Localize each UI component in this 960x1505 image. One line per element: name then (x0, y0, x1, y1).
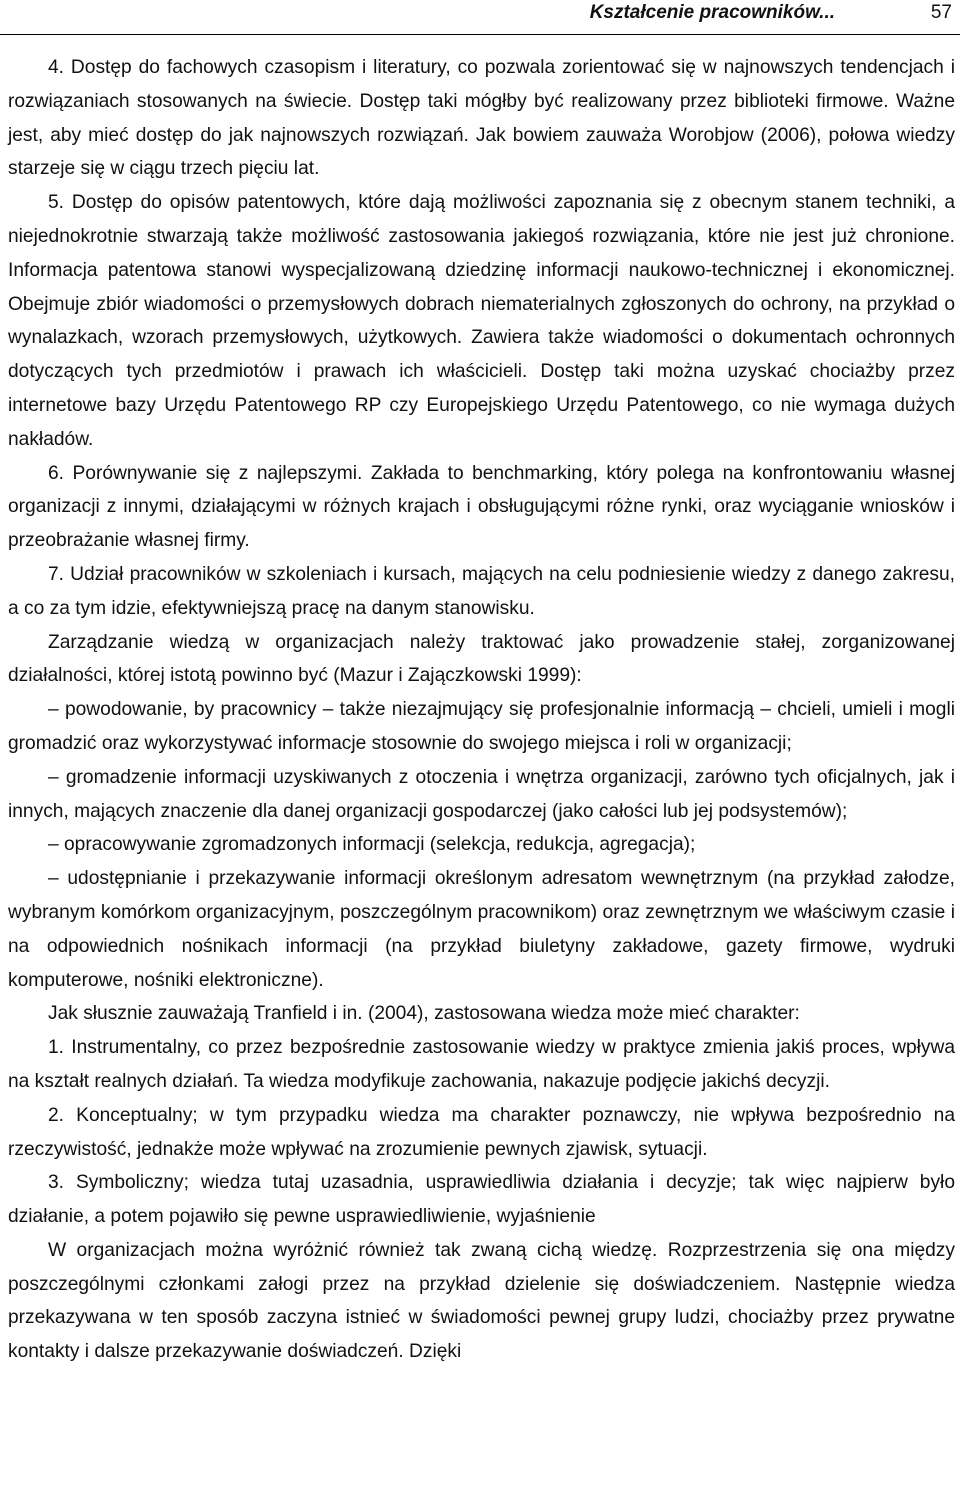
list-item-access-literature: 4. Dostęp do fachowych czasopism i literatury, co pozwala zorientować się w najnowszych tendencjach i rozwiązaniach stosowanych na świecie. Dostęp taki mógłby być realizowany przez biblioteki firmowe. Ważne jest, aby mieć dostęp do jak najnowszych rozwiązań. Jak bowiem zauważa Worobjow (2006), połowa wiedzy starzeje się w ciągu trzech pięciu lat. (8, 57, 955, 180)
dash-item-motivating-employees: – powodowanie, by pracownicy – także niezajmujący się profesjonalnie informacją – chcieli, umieli i mogli gromadzić oraz wykorzystywać informacje stosownie do swojego miejsca i roli w organizacji; (8, 699, 955, 754)
dash-item-processing-information: – opracowywanie zgromadzonych informacji (selekcja, redukcja, agregacja); (48, 834, 696, 856)
paragraph-knowledge-character: Jak słusznie zauważają Tranfield i in. (2004), zastosowana wiedza może mieć charakter: (48, 1003, 800, 1025)
list-item-symbolic: 3. Symboliczny; wiedza tutaj uzasadnia, usprawiedliwia działania i decyzje; tak więc najpierw było działanie, a potem pojawiło się pewne usprawiedliwienie, wyjaśnienie (8, 1172, 955, 1228)
paragraph-knowledge-management: Zarządzanie wiedzą w organizacjach należy traktować jako prowadzenie stałej, zorganizowanej działalności, której istotą powinno być (Mazur i Zajączkowski 1999): (8, 631, 955, 687)
dash-item-gathering-information: – gromadzenie informacji uzyskiwanych z otoczenia i wnętrza organizacji, zarówno tych oficjalnych, jak i innych, mających znaczenie dla danej organizacji gospodarczej (jako całości lub jej podsystemów); (8, 766, 955, 822)
list-item-access-patents: 5. Dostęp do opisów patentowych, które dają możliwości zapoznania się z obecnym stanem techniki, a niejednokrotnie stwarzają także możliwość zastosowania jakiegoś rozwiązania, które nie jest już chronione. Informacja patentowa stanowi wyspecjalizowaną dziedzinę informacji naukowo-technicznej i ekonomicznej. Obejmuje zbiór wiadomości o przemysłowych dobrach niematerialnych zgłoszonych do ochrony, na przykład o wynalazkach, wzorach przemysłowych, użytkowych. Zawiera także wiadomości o dokumentach ochronnych dotyczących tych przedmiotów i prawach ich właścicieli. Dostęp taki można uzyskać chociażby przez internetowe bazy Urzędu Patentowego RP czy Europejskiego Urzędu Patentowego, co nie wymaga dużych nakładów. (8, 192, 955, 450)
list-item-conceptual: 2. Konceptualny; w tym przypadku wiedza ma charakter poznawczy, nie wpływa bezpośrednio na rzeczywistość, jednakże może wpływać na zrozumienie pewnych zjawisk, sytuacji. (8, 1104, 955, 1160)
running-header (0, 0, 960, 35)
body-text (8, 51, 955, 1369)
list-item-instrumental: 1. Instrumentalny, co przez bezpośrednie zastosowanie wiedzy w praktyce zmienia jakiś proces, wpływa na kształt realnych działań. Ta wiedza modyfikuje zachowania, nakazuje podjęcie jakichś decyzji. (8, 1037, 955, 1092)
page-number: 57 (930, 2, 952, 23)
dash-item-sharing-information: – udostępnianie i przekazywanie informacji określonym adresatom wewnętrznym (na przykład załodze, wybranym komórkom organizacyjnym, poszczególnym pracownikom) oraz zewnętrznym we właściwym czasie i na odpowiednich nośnikach informacji (na przykład biuletyny zakładowe, gazety firmowe, wydruki komputerowe, nośniki elektroniczne). (8, 868, 955, 991)
paragraph-tacit-knowledge: W organizacjach można wyróżnić również tak zwaną cichą wiedzę. Rozprzestrzenia się ona między poszczególnymi członkami załogi przez na przykład dzielenie się doświadczeniem. Następnie wiedza przekazywana w ten sposób zaczyna istnieć w świadomości pewnej grupy ludzi, chociażby przez prywatne kontakty i dalsze przekazywanie doświadczeń. Dzięki (8, 1239, 955, 1363)
list-item-training: 7. Udział pracowników w szkoleniach i kursach, mających na celu podniesienie wiedzy z danego zakresu, a co za tym idzie, efektywniejszą pracę na danym stanowisku. (8, 563, 955, 619)
running-title: Kształcenie pracowników... (589, 2, 835, 23)
list-item-benchmarking: 6. Porównywanie się z najlepszymi. Zakłada to benchmarking, który polega na konfrontowaniu własnej organizacji z innymi, działającymi w różnych krajach i obsługującymi różne rynki, oraz wyciąganie wniosków i przeobrażanie własnej firmy. (8, 462, 955, 552)
